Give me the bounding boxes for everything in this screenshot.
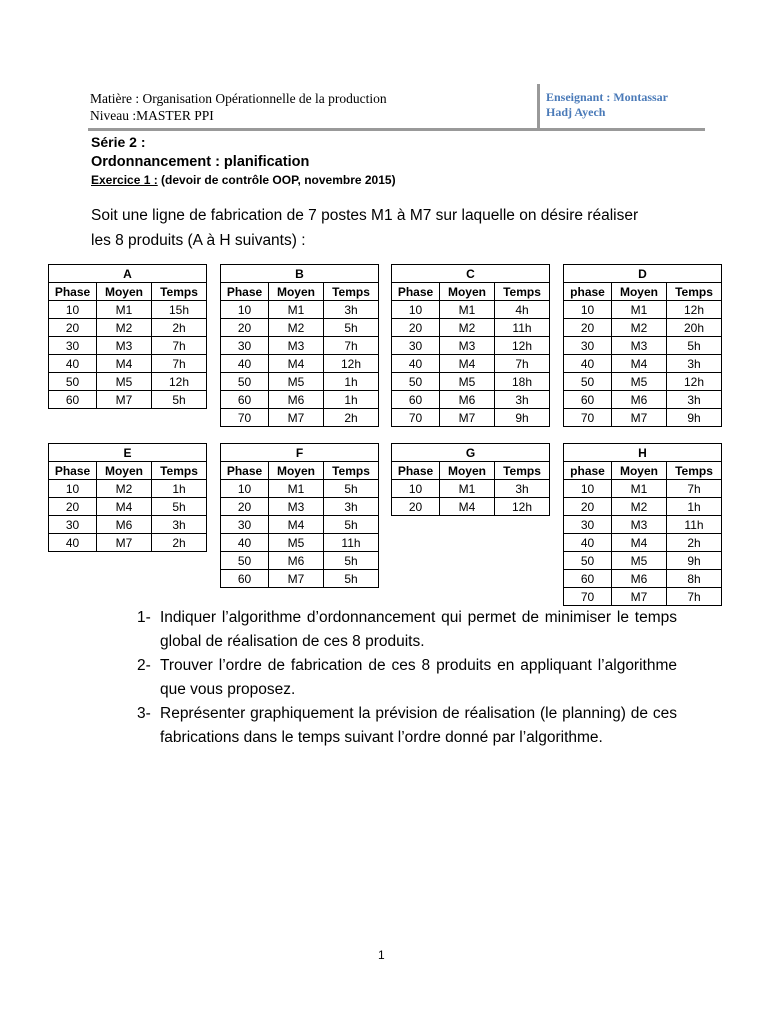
- table-row: [392, 391, 550, 409]
- column-header: Temps: [324, 462, 379, 480]
- level-line: Niveau :MASTER PPI: [90, 108, 214, 123]
- table-cell: 20: [221, 498, 269, 516]
- table-cell: 11h: [324, 534, 379, 552]
- intro-paragraph: [91, 203, 691, 253]
- table-cell: M5: [440, 373, 495, 391]
- table-row: [221, 337, 379, 355]
- table-cell: M3: [269, 337, 324, 355]
- table-cell: 20h: [667, 319, 722, 337]
- question-item: [137, 654, 677, 702]
- column-header: Phase: [221, 462, 269, 480]
- table-cell: 50: [392, 373, 440, 391]
- table-cell: 2h: [667, 534, 722, 552]
- question-text: Indiquer l’algorithme d’ordonnancement qui permet de minimiser le temps global de réalisation de ces 8 produits.: [160, 609, 677, 650]
- table-row: [49, 480, 207, 498]
- table-cell: 1h: [324, 373, 379, 391]
- table-row: [564, 409, 722, 427]
- table-cell: 7h: [324, 337, 379, 355]
- table-cell: M4: [440, 355, 495, 373]
- table-cell: 2h: [152, 319, 207, 337]
- table-cell: 12h: [495, 498, 550, 516]
- table-row: [49, 355, 207, 373]
- table-cell: 7h: [667, 480, 722, 498]
- table-cell: M1: [440, 301, 495, 319]
- table-cell: 7h: [667, 588, 722, 606]
- product-name: A: [49, 265, 207, 283]
- table-cell: M1: [97, 301, 152, 319]
- table-cell: 50: [49, 373, 97, 391]
- table-cell: 30: [564, 337, 612, 355]
- table-cell: 60: [392, 391, 440, 409]
- table-row: [49, 391, 207, 409]
- table-cell: 30: [49, 337, 97, 355]
- table-cell: M2: [97, 319, 152, 337]
- table-row: [221, 409, 379, 427]
- table-cell: 9h: [667, 409, 722, 427]
- table-cell: 10: [392, 480, 440, 498]
- column-header: Moyen: [97, 283, 152, 301]
- table-cell: M4: [612, 355, 667, 373]
- table-cell: 11h: [495, 319, 550, 337]
- table-row: [564, 480, 722, 498]
- column-header: Temps: [495, 462, 550, 480]
- series-title: Série 2 :: [91, 134, 146, 150]
- column-header: Moyen: [440, 462, 495, 480]
- exercise-heading: [91, 173, 396, 188]
- column-header: Moyen: [269, 283, 324, 301]
- table-row: [221, 373, 379, 391]
- table-row: [564, 355, 722, 373]
- table-cell: 3h: [324, 301, 379, 319]
- table-cell: M6: [612, 391, 667, 409]
- table-row: [564, 337, 722, 355]
- product-table-c: [391, 264, 550, 427]
- table-row: [564, 498, 722, 516]
- table-row: [392, 373, 550, 391]
- table-cell: M3: [612, 337, 667, 355]
- table-cell: 5h: [324, 319, 379, 337]
- table-cell: 5h: [324, 480, 379, 498]
- table-cell: M5: [269, 373, 324, 391]
- table-cell: 40: [392, 355, 440, 373]
- table-cell: 30: [221, 337, 269, 355]
- table-cell: M7: [269, 570, 324, 588]
- table-row: [221, 552, 379, 570]
- question-text: Représenter graphiquement la prévision de réalisation (le planning) de ces fabrications dans le temps suivant l’ordre donné par l’algorithme.: [160, 705, 677, 746]
- table-cell: M1: [269, 480, 324, 498]
- table-cell: M5: [269, 534, 324, 552]
- table-cell: M2: [97, 480, 152, 498]
- table-cell: 9h: [667, 552, 722, 570]
- page-number: 1: [378, 948, 385, 962]
- table-cell: 1h: [152, 480, 207, 498]
- table-row: [564, 391, 722, 409]
- table-cell: 20: [564, 498, 612, 516]
- table-cell: 40: [49, 355, 97, 373]
- table-cell: 2h: [152, 534, 207, 552]
- table-row: [49, 319, 207, 337]
- column-header: Phase: [49, 283, 97, 301]
- table-cell: M7: [612, 588, 667, 606]
- column-header: Phase: [392, 462, 440, 480]
- header-horizontal-divider: [88, 128, 705, 131]
- table-cell: M7: [97, 534, 152, 552]
- table-row: [221, 480, 379, 498]
- table-cell: 3h: [324, 498, 379, 516]
- table-cell: M4: [97, 355, 152, 373]
- table-cell: 9h: [495, 409, 550, 427]
- question-item: [137, 702, 677, 750]
- intro-line-2: les 8 produits (A à H suivants) :: [91, 232, 306, 249]
- table-row: [221, 391, 379, 409]
- table-row: [392, 409, 550, 427]
- table-cell: 1h: [324, 391, 379, 409]
- table-row: [392, 355, 550, 373]
- table-row: [392, 480, 550, 498]
- exercise-note: (devoir de contrôle OOP, novembre 2015): [157, 173, 396, 187]
- table-cell: 60: [564, 391, 612, 409]
- table-cell: 30: [564, 516, 612, 534]
- table-cell: 60: [221, 391, 269, 409]
- table-cell: 12h: [495, 337, 550, 355]
- table-cell: 50: [564, 552, 612, 570]
- table-cell: 3h: [152, 516, 207, 534]
- column-header: Temps: [324, 283, 379, 301]
- table-cell: 40: [564, 355, 612, 373]
- product-table-h: [563, 443, 722, 606]
- table-cell: 7h: [152, 337, 207, 355]
- table-cell: M2: [612, 498, 667, 516]
- column-header: Temps: [152, 462, 207, 480]
- column-header: Moyen: [440, 283, 495, 301]
- column-header: Temps: [667, 462, 722, 480]
- table-cell: 40: [221, 355, 269, 373]
- table-cell: M1: [612, 480, 667, 498]
- table-cell: M7: [269, 409, 324, 427]
- table-row: [392, 337, 550, 355]
- table-cell: 60: [564, 570, 612, 588]
- table-cell: M2: [269, 319, 324, 337]
- question-number: 1-: [137, 609, 151, 626]
- product-table-a: [48, 264, 207, 409]
- table-row: [49, 534, 207, 552]
- product-name: F: [221, 444, 379, 462]
- table-cell: M5: [612, 552, 667, 570]
- table-cell: 5h: [152, 498, 207, 516]
- table-cell: 70: [564, 409, 612, 427]
- column-header: phase: [564, 283, 612, 301]
- table-cell: 5h: [324, 516, 379, 534]
- table-cell: 3h: [667, 391, 722, 409]
- table-cell: M6: [97, 516, 152, 534]
- table-cell: 15h: [152, 301, 207, 319]
- table-row: [564, 301, 722, 319]
- teacher-line-2: Hadj Ayech: [546, 105, 606, 119]
- table-row: [49, 373, 207, 391]
- question-number: 2-: [137, 657, 151, 674]
- table-cell: M6: [269, 391, 324, 409]
- table-cell: 18h: [495, 373, 550, 391]
- table-cell: 12h: [667, 301, 722, 319]
- table-row: [221, 319, 379, 337]
- table-cell: M4: [612, 534, 667, 552]
- header-vertical-divider: [537, 84, 540, 129]
- table-cell: 30: [49, 516, 97, 534]
- table-cell: 3h: [667, 355, 722, 373]
- column-header: Temps: [495, 283, 550, 301]
- column-header: Phase: [49, 462, 97, 480]
- table-cell: M3: [97, 337, 152, 355]
- table-cell: 50: [221, 552, 269, 570]
- table-cell: 7h: [152, 355, 207, 373]
- teacher-line-1: Enseignant : Montassar: [546, 90, 669, 104]
- product-name: E: [49, 444, 207, 462]
- column-header: Moyen: [612, 283, 667, 301]
- table-cell: M5: [612, 373, 667, 391]
- section-title: Ordonnancement : planification: [91, 154, 310, 170]
- table-row: [221, 534, 379, 552]
- table-cell: 40: [221, 534, 269, 552]
- subject-line: Matière : Organisation Opérationnelle de la production: [90, 91, 387, 106]
- table-cell: 2h: [324, 409, 379, 427]
- table-row: [49, 301, 207, 319]
- exercise-label: Exercice 1 :: [91, 173, 158, 187]
- table-cell: 3h: [495, 391, 550, 409]
- table-cell: M3: [612, 516, 667, 534]
- table-cell: 10: [221, 301, 269, 319]
- table-cell: M6: [269, 552, 324, 570]
- table-cell: M4: [269, 355, 324, 373]
- table-row: [221, 355, 379, 373]
- table-cell: 30: [392, 337, 440, 355]
- column-header: Moyen: [269, 462, 324, 480]
- table-cell: 12h: [152, 373, 207, 391]
- table-row: [221, 498, 379, 516]
- header-course-info: [90, 90, 535, 124]
- column-header: Moyen: [612, 462, 667, 480]
- table-cell: 70: [564, 588, 612, 606]
- table-cell: 60: [49, 391, 97, 409]
- table-row: [221, 301, 379, 319]
- table-cell: 5h: [152, 391, 207, 409]
- product-name: B: [221, 265, 379, 283]
- table-row: [221, 570, 379, 588]
- product-table-f: [220, 443, 379, 588]
- table-cell: 8h: [667, 570, 722, 588]
- product-table-b: [220, 264, 379, 427]
- table-cell: M2: [612, 319, 667, 337]
- table-cell: 10: [392, 301, 440, 319]
- table-cell: M2: [440, 319, 495, 337]
- table-cell: 5h: [324, 570, 379, 588]
- table-row: [564, 552, 722, 570]
- table-cell: 20: [392, 498, 440, 516]
- table-cell: M4: [269, 516, 324, 534]
- product-table-e: [48, 443, 207, 552]
- table-row: [564, 588, 722, 606]
- table-cell: 20: [564, 319, 612, 337]
- table-cell: 10: [49, 480, 97, 498]
- table-cell: 10: [564, 480, 612, 498]
- column-header: Temps: [667, 283, 722, 301]
- table-cell: 4h: [495, 301, 550, 319]
- table-cell: 5h: [667, 337, 722, 355]
- product-table-d: [563, 264, 722, 427]
- table-cell: 20: [49, 319, 97, 337]
- table-cell: M5: [97, 373, 152, 391]
- table-row: [564, 319, 722, 337]
- product-name: H: [564, 444, 722, 462]
- table-cell: 3h: [495, 480, 550, 498]
- table-cell: 11h: [667, 516, 722, 534]
- table-cell: M7: [612, 409, 667, 427]
- table-cell: 40: [564, 534, 612, 552]
- table-cell: 12h: [667, 373, 722, 391]
- table-cell: M6: [440, 391, 495, 409]
- column-header: Phase: [392, 283, 440, 301]
- column-header: phase: [564, 462, 612, 480]
- product-name: C: [392, 265, 550, 283]
- product-name: D: [564, 265, 722, 283]
- table-row: [564, 570, 722, 588]
- table-cell: 30: [221, 516, 269, 534]
- table-row: [564, 373, 722, 391]
- intro-line-1: Soit une ligne de fabrication de 7 postes M1 à M7 sur laquelle on désire réaliser: [91, 207, 639, 224]
- table-cell: 20: [49, 498, 97, 516]
- question-list: [137, 606, 677, 750]
- table-cell: 40: [49, 534, 97, 552]
- table-cell: 50: [221, 373, 269, 391]
- table-cell: M4: [97, 498, 152, 516]
- table-cell: M7: [440, 409, 495, 427]
- table-cell: 10: [49, 301, 97, 319]
- table-row: [221, 516, 379, 534]
- table-cell: 10: [564, 301, 612, 319]
- table-row: [49, 516, 207, 534]
- table-cell: 7h: [495, 355, 550, 373]
- table-cell: M1: [440, 480, 495, 498]
- table-row: [392, 319, 550, 337]
- table-cell: 20: [392, 319, 440, 337]
- table-row: [392, 301, 550, 319]
- table-cell: 70: [392, 409, 440, 427]
- column-header: Temps: [152, 283, 207, 301]
- table-row: [392, 498, 550, 516]
- table-cell: 20: [221, 319, 269, 337]
- question-text: Trouver l’ordre de fabrication de ces 8 produits en appliquant l’algorithme que vous proposez.: [160, 657, 677, 698]
- table-row: [49, 498, 207, 516]
- table-cell: M3: [269, 498, 324, 516]
- table-cell: M1: [269, 301, 324, 319]
- table-cell: 1h: [667, 498, 722, 516]
- table-cell: M1: [612, 301, 667, 319]
- question-number: 3-: [137, 705, 151, 722]
- product-name: G: [392, 444, 550, 462]
- table-cell: 60: [221, 570, 269, 588]
- question-item: [137, 606, 677, 654]
- product-table-g: [391, 443, 550, 516]
- teacher-info: [546, 90, 706, 120]
- table-cell: M4: [440, 498, 495, 516]
- column-header: Phase: [221, 283, 269, 301]
- table-cell: M6: [612, 570, 667, 588]
- table-cell: 10: [221, 480, 269, 498]
- table-cell: M7: [97, 391, 152, 409]
- column-header: Moyen: [97, 462, 152, 480]
- table-cell: 70: [221, 409, 269, 427]
- table-cell: 50: [564, 373, 612, 391]
- table-row: [564, 534, 722, 552]
- table-cell: 12h: [324, 355, 379, 373]
- table-row: [49, 337, 207, 355]
- table-row: [564, 516, 722, 534]
- table-cell: M3: [440, 337, 495, 355]
- table-cell: 5h: [324, 552, 379, 570]
